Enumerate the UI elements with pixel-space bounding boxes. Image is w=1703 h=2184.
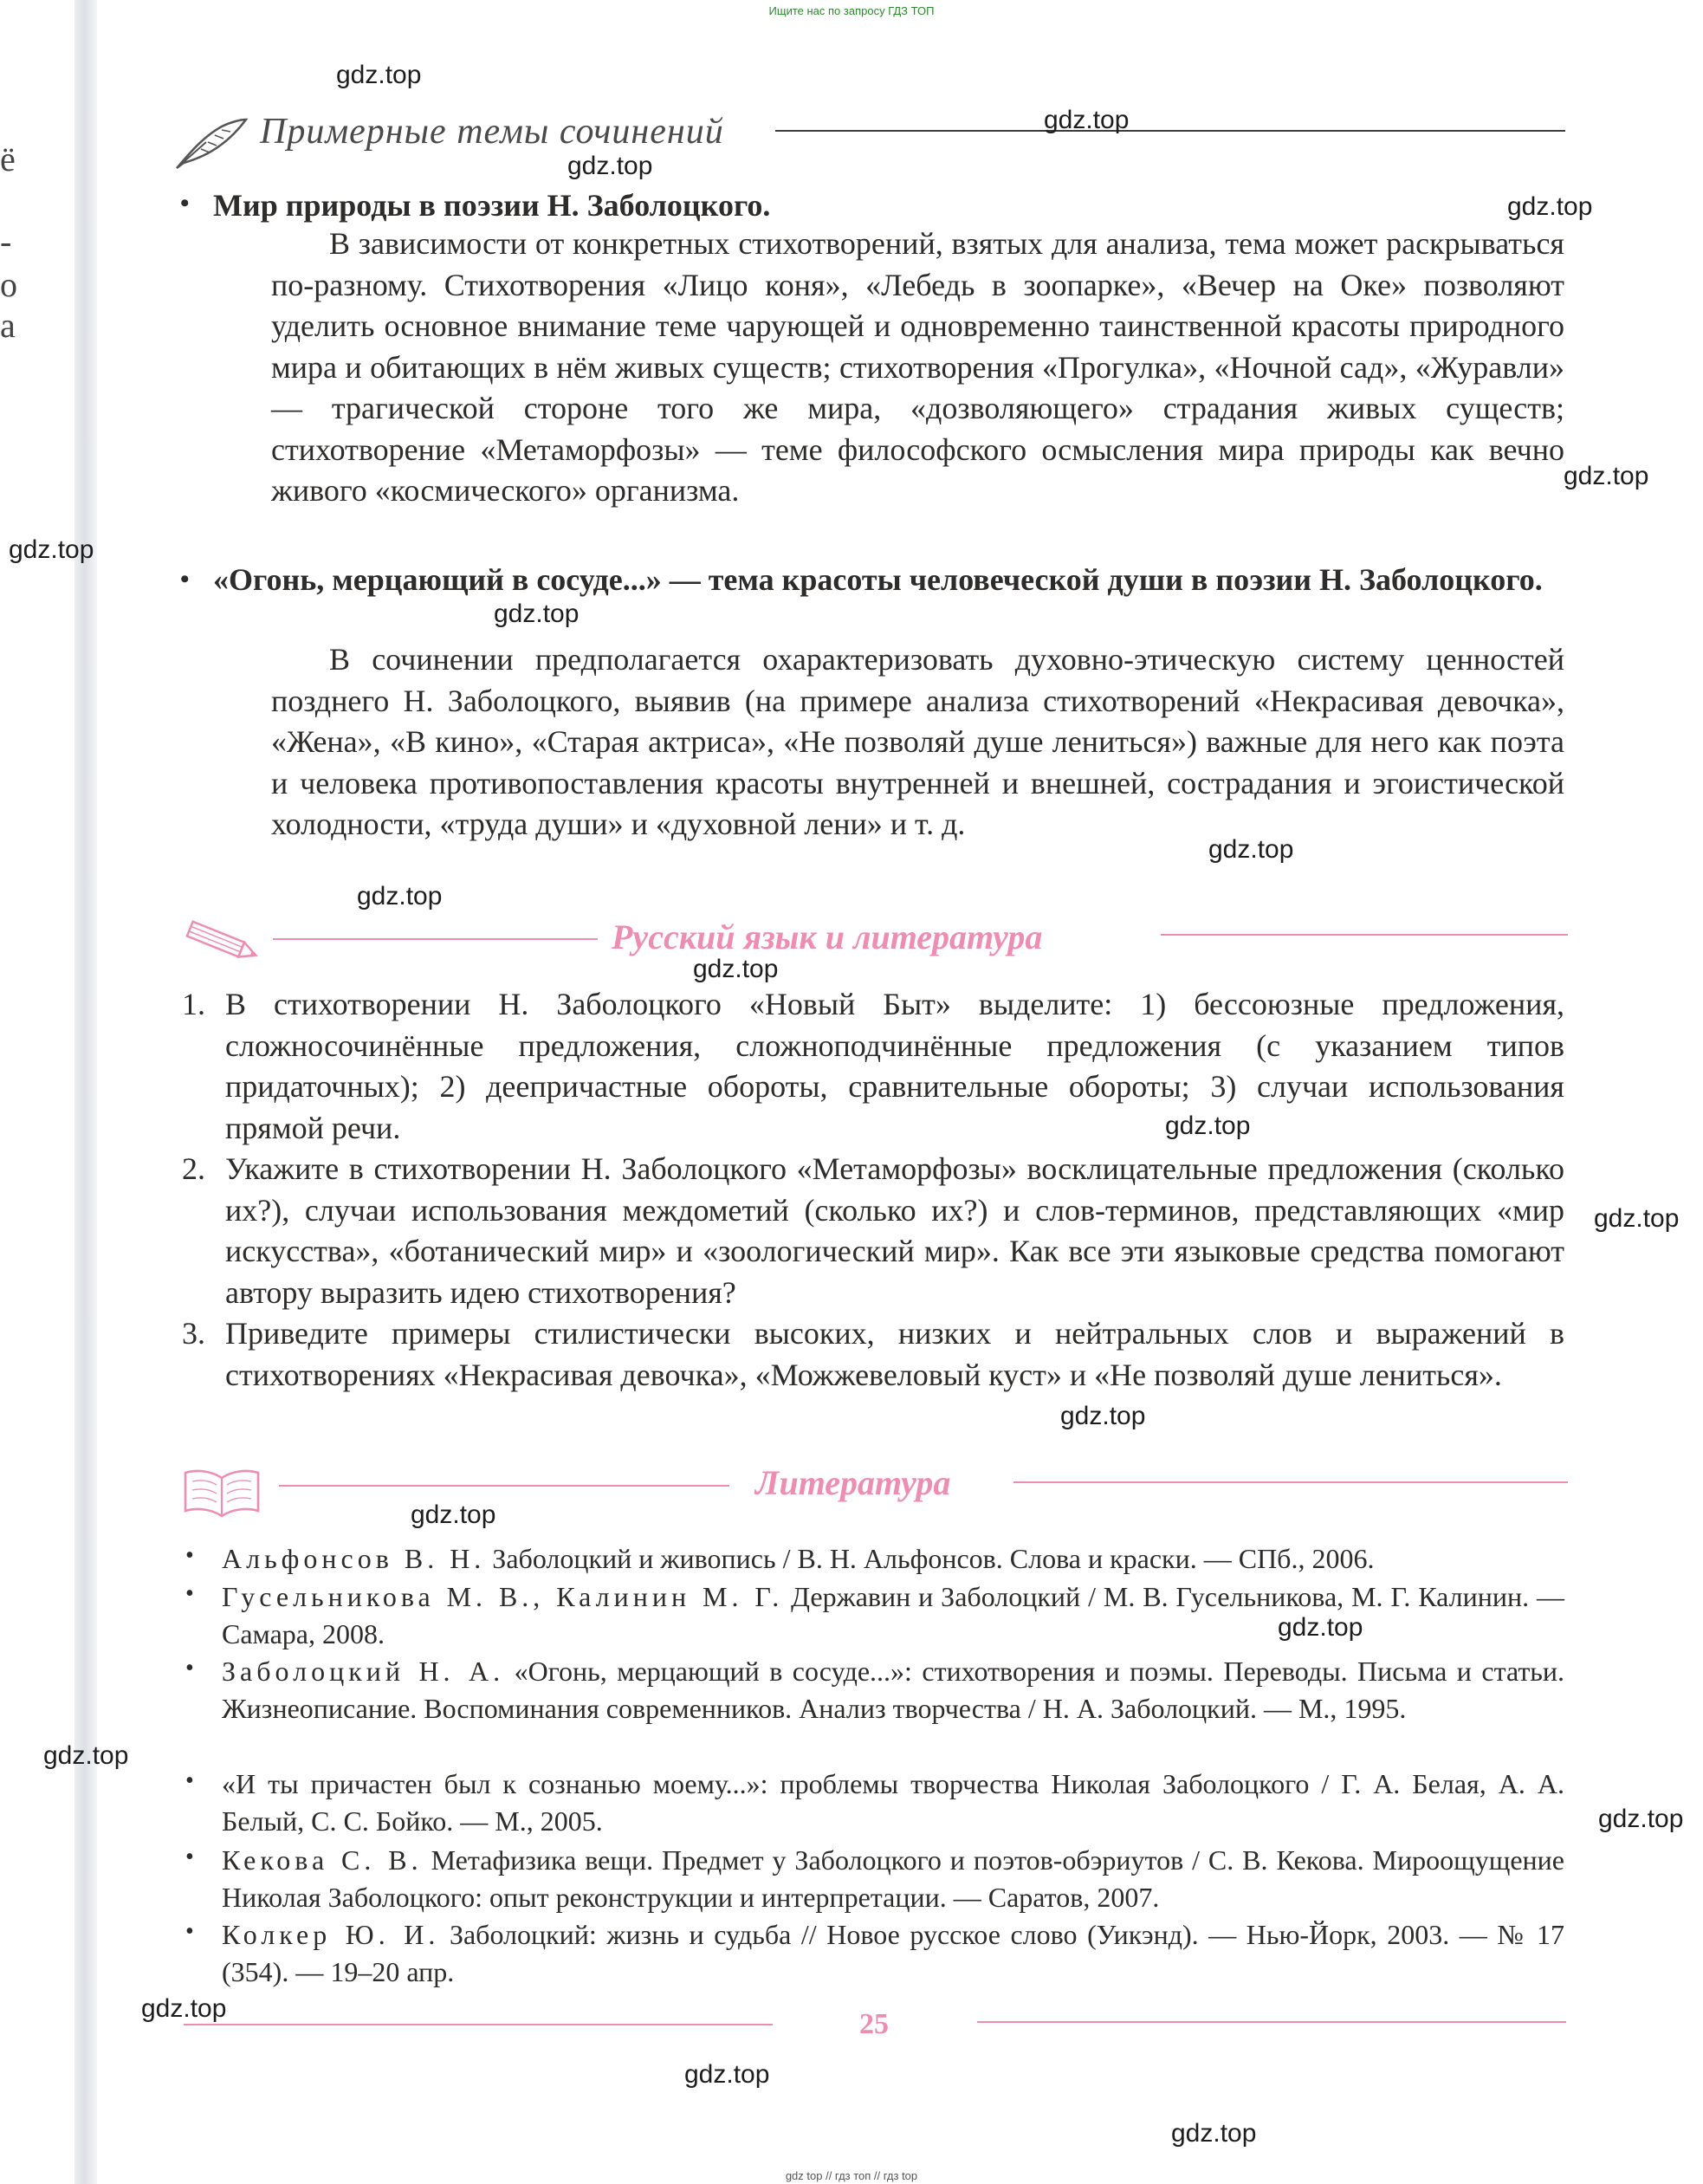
- watermark: gdz.top: [43, 1741, 129, 1770]
- language-heading-rule-right: [1161, 934, 1568, 936]
- task-text: Приведите примеры стилистически высоких, низких и нейтральных слов и выражений в стихотворениях «Некрасивая девочка», «Можжевеловый куст» и «Не позволяй душе лениться».: [225, 1316, 1564, 1392]
- literature-heading-rule-right: [1013, 1481, 1568, 1483]
- literature-item: [222, 1653, 1564, 1727]
- literature-text: Метафизика вещи. Предмет у Заболоцкого и поэтов-обэриутов / С. В. Кекова. Мироощущение Николая Заболоцкого: опыт реконструкции и интерпретации. — Саратов, 2007.: [222, 1844, 1565, 1913]
- page-number: 25: [859, 2008, 889, 2040]
- watermark: gdz.top: [1278, 1613, 1363, 1642]
- footer-rule-left: [184, 2024, 773, 2025]
- literature-item: [222, 1540, 1564, 1578]
- literature-text: Заболоцкий и живопись / В. Н. Альфонсов. Слова и краски. — СПб., 2006.: [492, 1543, 1375, 1574]
- literature-item: [222, 1766, 1564, 1840]
- watermark: gdz.top: [336, 61, 422, 89]
- literature-author: Заболоцкий Н. А.: [222, 1656, 505, 1687]
- watermark: gdz.top: [1598, 1805, 1684, 1833]
- watermark: gdz.top: [684, 2060, 770, 2089]
- task-text: В стихотворении Н. Заболоцкого «Новый Быт» выделите: 1) бессоюзные предложения, сложносочинённые предложения, сложноподчинённые предложения (с указанием типов придаточных); 2) деепричастные обороты, сравнительные обороты; 3) случаи использования прямой речи.: [225, 987, 1564, 1145]
- essay-topic-title: «Огонь, мерцающий в сосуде...» — тема красоты человеческой души в поэзии Н. Заболоцкого.: [213, 562, 1543, 597]
- watermark: gdz.top: [1594, 1204, 1680, 1233]
- bullet-icon: •: [185, 1918, 194, 1945]
- watermark: gdz.top: [1060, 1402, 1146, 1430]
- footer-rule-right: [977, 2021, 1566, 2023]
- essay-topic-text: [271, 224, 1564, 512]
- essay-topic-body: В сочинении предполагается охарактеризовать духовно-этическую систему ценностей позднего Н. Заболоцкого, выявив (на примере анализа стихотворений «Некрасивая девочка», «Жена», «В кино», «Старая актриса», «Не позволяй душе лениться») важные для него как поэта и человека противопоставления красоты внутренней и внешней, сострадания и эгоистической холодности, «труда души» и «духовной лени» и т. д.: [271, 642, 1564, 841]
- essay-topic-body: В зависимости от конкретных стихотворений, взятых для анализа, тема может раскрываться по-разному. Стихотворения «Лицо коня», «Лебедь в зоопарке», «Вечер на Оке» позволяют уделить основное внимание теме чарующей и одновременно таинственной красоты природного мира и обитающих в нём живых существ; стихотворения «Прогулка», «Ночной сад», «Журавли» — трагической стороне того же мира, «дозволяющего» страдания живых существ; стихотворение «Метаморфозы» — теме философского осмысления мира природы как вечно живого «космического» организма.: [271, 226, 1564, 508]
- book-icon: [180, 1464, 263, 1521]
- watermark: gdz.top: [1171, 2119, 1257, 2148]
- watermark: gdz.top: [1564, 462, 1649, 490]
- essay-topic-text: [271, 639, 1564, 846]
- literature-heading: Литература: [755, 1463, 951, 1502]
- bullet-icon: •: [185, 1655, 194, 1682]
- language-heading: Русский язык и литература: [612, 917, 1043, 956]
- literature-heading-rule-left: [279, 1485, 729, 1487]
- watermark: gdz.top: [357, 882, 443, 911]
- header-note: Ищите нас по запросу ГДЗ ТОП: [768, 4, 935, 17]
- margin-fragment: о: [0, 265, 17, 304]
- bullet-icon: •: [185, 1542, 194, 1569]
- bullet-icon: •: [180, 189, 190, 217]
- essays-heading-rule: [775, 130, 1565, 132]
- essays-heading: Примерные темы сочинений: [260, 112, 724, 152]
- task-number: 2.: [182, 1151, 205, 1186]
- margin-fragment: а: [0, 306, 16, 345]
- language-heading-rule-left: [273, 938, 598, 940]
- literature-author: Колкер Ю. И.: [222, 1919, 440, 1950]
- watermark: gdz.top: [9, 535, 94, 564]
- watermark: gdz.top: [494, 599, 580, 628]
- watermark: gdz.top: [141, 1994, 227, 2023]
- literature-item: [222, 1578, 1564, 1653]
- watermark: gdz.top: [567, 152, 653, 180]
- quill-icon: [172, 114, 249, 173]
- literature-text: Державин и Заболоцкий / М. В. Гусельникова, М. Г. Калинин. — Самара, 2008.: [222, 1581, 1565, 1649]
- bullet-icon: •: [185, 1580, 194, 1607]
- literature-author: Гусельникова М. В., Калинин М. Г.: [222, 1581, 784, 1612]
- bullet-icon: •: [185, 1844, 194, 1870]
- watermark: gdz.top: [1507, 192, 1593, 221]
- literature-item: [222, 1842, 1564, 1916]
- literature-author: Альфонсов В. Н.: [222, 1543, 486, 1574]
- pencil-icon: [180, 918, 263, 967]
- bullet-icon: •: [180, 565, 190, 593]
- footer-note: gdz top // гдз топ // гдз top: [785, 2169, 918, 2182]
- watermark: gdz.top: [411, 1500, 496, 1529]
- margin-fragment: ё: [0, 139, 16, 178]
- essay-topic-title: Мир природы в поэзии Н. Заболоцкого.: [213, 188, 771, 223]
- literature-author: Кекова С. В.: [222, 1844, 423, 1876]
- task-number: 1.: [182, 987, 205, 1021]
- literature-item: [222, 1916, 1564, 1991]
- literature-text: «Огонь, мерцающий в сосуде...»: стихотворения и поэмы. Переводы. Письма и статьи. Жизнеописание. Воспоминания современников. Анализ творчества / Н. А. Заболоцкий. — М., 1995.: [222, 1656, 1565, 1724]
- task-text: Укажите в стихотворении Н. Заболоцкого «Метаморфозы» восклицательные предложения (сколько их?), случаи использования междометий (сколько их?) и слов-терминов, представляющих «мир искусства», «ботанический мир» и «зоологический мир». Как все эти языковые средства помогают автору выразить идею стихотворения?: [225, 1151, 1564, 1310]
- watermark: gdz.top: [1165, 1111, 1251, 1140]
- task-number: 3.: [182, 1316, 205, 1351]
- literature-text: «И ты причастен был к сознанью моему...»: проблемы творчества Николая Заболоцкого / Г. А. Белая, А. А. Белый, С. С. Бойко. — М., 2005.: [222, 1768, 1564, 1837]
- margin-fragment: -: [0, 222, 12, 261]
- watermark: gdz.top: [693, 955, 779, 983]
- page-binding-shadow: [74, 0, 97, 2184]
- bullet-icon: •: [185, 1767, 194, 1794]
- watermark: gdz.top: [1208, 835, 1294, 864]
- watermark: gdz.top: [1044, 106, 1130, 134]
- literature-text: Заболоцкий: жизнь и судьба // Новое русское слово (Уикэнд). — Нью-Йорк, 2003. — № 17 (354). — 19–20 апр.: [222, 1919, 1565, 1987]
